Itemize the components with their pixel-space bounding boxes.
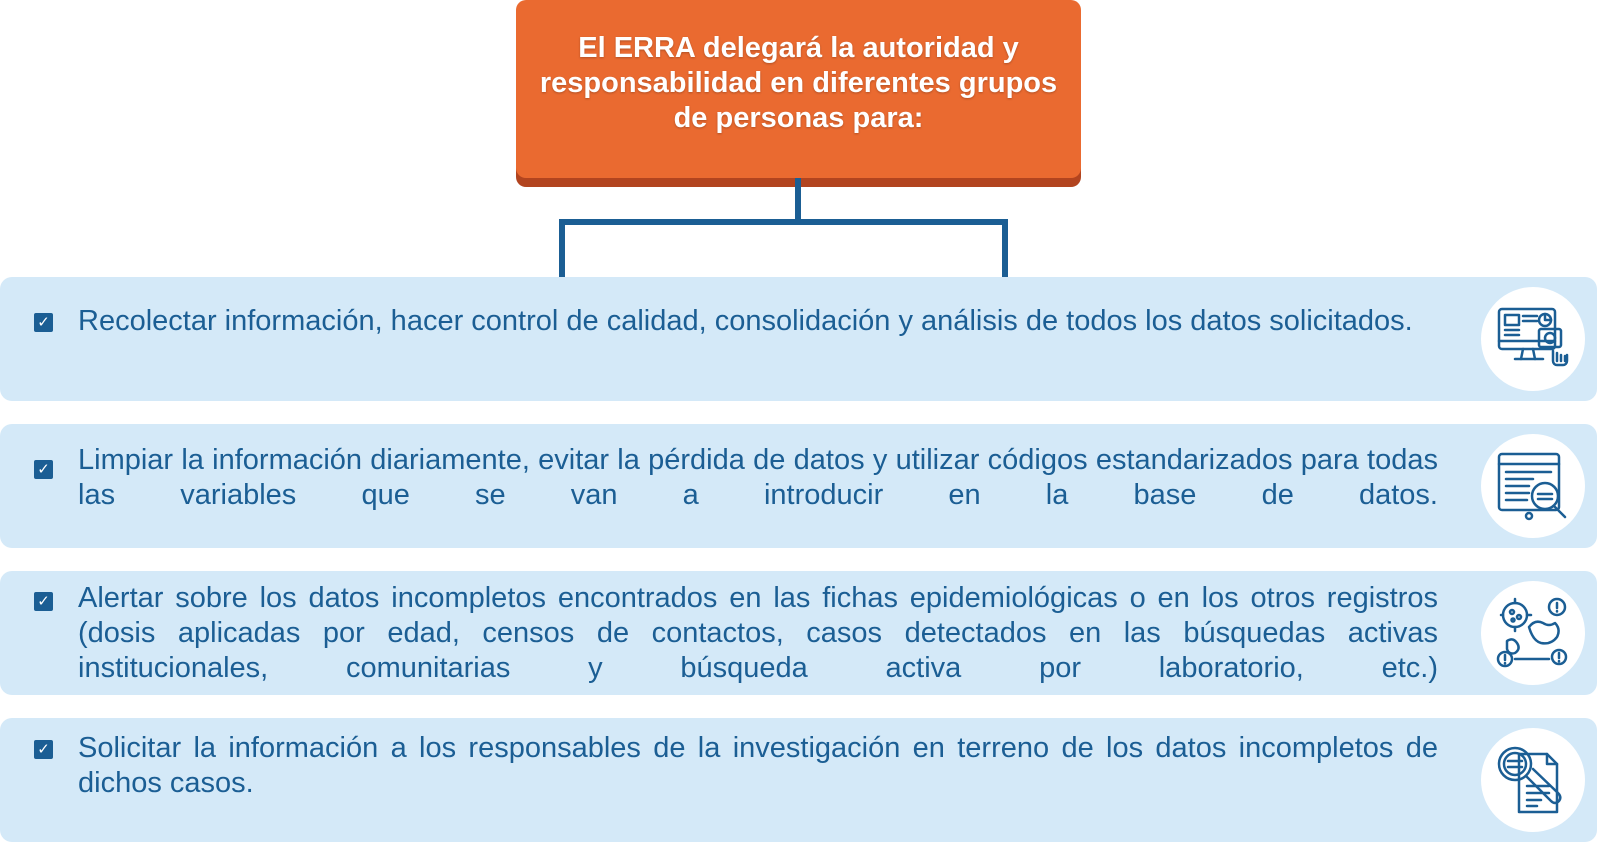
connector-lines — [0, 0, 1600, 280]
item-text: Recolectar información, hacer control de calidad, consolidación y análisis de todos los datos solicitados. — [78, 305, 1413, 337]
document-search-icon — [1481, 434, 1585, 538]
data-analysis-monitor-icon — [1481, 287, 1585, 391]
list-item — [0, 277, 1597, 401]
item-text: Limpiar la información diariamente, evitar la pérdida de datos y utilizar códigos estandarizados para todas las variables que se van a introducir en la base de datos. — [78, 444, 1438, 511]
list-item — [0, 424, 1597, 548]
header-title: El ERRA delegará la autoridad y responsabilidad en diferentes grupos de personas para: — [539, 31, 1058, 134]
checkbox-icon: ✓ — [34, 460, 53, 479]
item-text: Alertar sobre los datos incompletos encontrados en las fichas epidemiológicas o en los otros registros (dosis aplicadas por edad, censos de contactos, casos detectados en las búsquedas activas institucionales, comunitarias y búsqueda activa por laboratorio, etc.) — [78, 582, 1438, 684]
checkbox-icon: ✓ — [34, 313, 53, 332]
checkbox-icon: ✓ — [34, 592, 53, 611]
item-text: Solicitar la información a los responsables de la investigación en terreno de los datos incompletos de dichos casos. — [78, 732, 1438, 799]
list-item — [0, 718, 1597, 842]
virus-map-alert-icon — [1481, 581, 1585, 685]
list-item — [0, 571, 1597, 695]
checkbox-icon: ✓ — [34, 740, 53, 759]
magnifier-document-icon — [1481, 728, 1585, 832]
